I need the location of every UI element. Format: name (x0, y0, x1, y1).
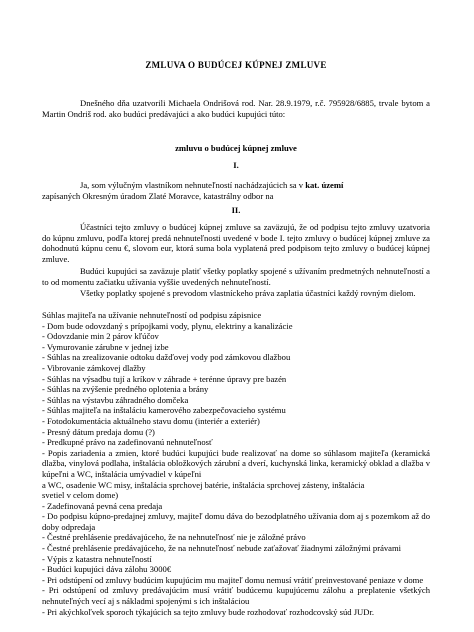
section-heading-2: II. (231, 205, 241, 215)
list-item: - Čestné prehlásenie predávajúceho, že na nehnuteľnosť nie je záložné právo (42, 532, 306, 543)
list-item: - Do podpisu kúpno-predajnej zmluvy, majiteľ domu dáva do bezodplatného užívania dom aj s pozemkom až do doby odpredaja (42, 511, 430, 532)
list-item-continued: svetiel v celom dome) (42, 490, 119, 501)
list-item: - Súhlas na zrealizovanie odtoku dažďovej vody pod zámkovou dlažbou (42, 352, 291, 363)
list-item: - Čestné prehlásenie predávajúceho, že na nehnuteľnosť nebude zaťažovať žiadnymi záložnými právami (42, 543, 402, 554)
intro-paragraph: Dnešného dňa uzatvorili Michaela Ondrišová rod. Nar. 28.9.1979, r.č. 795928/6885, trvale bytom a Martin Ondriš rod. ako budúci predávajúci a ako budúci kupujúci túto: (42, 98, 430, 119)
list-item: - Súhlas na výsadbu tují a kríkov v záhrade + terénne úpravy pre bazén (42, 373, 287, 384)
list-item: - Popis zariadenia a zmien, ktoré budúci kupujúci bude realizovať na dome so súhlasom majiteľa (keramická dlažba, vinylová podlaha, inštalácia obložkových zárubní a dverí, kuchynská linka, keramický obklad a dlažba v kúpeľni a WC, inštalácia umývadiel v kúpeľni (42, 447, 430, 479)
transfer-fees-paragraph: Všetky poplatky spojené s prevodom vlastníckeho práva zaplatia účastníci každý rovným dielom. (80, 288, 416, 298)
list-item: - Súhlas na výstavbu záhradného domčeka (42, 394, 189, 405)
list-item: - Budúci kupujúci dáva zálohu 3000€ (42, 564, 172, 575)
section1-text-b: zapísaných Okresným úradom Zlaté Moravce, katastrálny odbor na (42, 190, 274, 201)
list-item: - Dom bude odovzdaný s prípojkami vody, plynu, elektriny a kanalizácie (42, 320, 293, 331)
list-item: - Súhlas na zvýšenie predného oplotenia a brány (42, 384, 209, 395)
list-item-continued: a WC, osadenie WC misy, inštalácia sprchovej batérie, inštalácia sprchovej zásteny, inštalácia (42, 479, 365, 490)
section1-text-a: Ja, som výlučným vlastníkom nehnuteľností nachádzajúcich sa v (80, 180, 304, 190)
list-item: - Fotodokumentácia aktuálneho stavu domu (interiér a exteriér) (42, 415, 260, 426)
list-item: - Vibrovanie zámkovej dlažby (42, 362, 146, 373)
list-item: - Predkupné právo na zadefinovanú nehnuteľnosť (42, 437, 213, 448)
list-item: - Zadefinovaná pevná cena predaja (42, 500, 163, 511)
list-item: - Presný dátum predaja domu (?) (42, 426, 155, 437)
fees-paragraph: Budúci kupujúci sa zaväzuje platiť všetky poplatky spojené s užívaním predmetných nehnuteľností a to od momentu začiatku užívania vyššie uvedených nehnuteľností. (42, 266, 430, 287)
consent-heading: Súhlas majiteľa na užívanie nehnuteľností od podpisu zápisnice (42, 310, 262, 320)
cadastral-area-label: kat. území (305, 180, 344, 190)
list-item: - Pri odstúpení od zmluvy budúcim kupujúcim mu majiteľ domu nemusí vrátiť preinvestované peniaze v dome (42, 574, 424, 585)
section-heading-1: I. (233, 160, 239, 170)
contract-subtitle: zmluvu o budúcej kúpnej zmluve (175, 143, 297, 153)
list-item: - Súhlas majiteľa na inštaláciu kamerového zabezpečovacieho systému (42, 405, 286, 416)
list-item: - Odovzdanie min 2 párov kľúčov (42, 331, 159, 342)
list-item: - Vymurovanie zárubne v jednej izbe (42, 341, 169, 352)
list-item: - Pri odstúpení od zmluvy predávajúcim musí vrátiť budúcemu kupujúcemu zálohu a preplatenie všetkých nehnuteľných vecí aj s nákladmi spojenými s ich inštaláciou (42, 585, 430, 607)
list-item: - Výpis z katastra nehnuteľností (42, 553, 152, 564)
document-title: ZMLUVA O BUDÚCEJ KÚPNEJ ZMLUVE (145, 60, 327, 70)
section2-paragraph: Účastníci tejto zmluvy o budúcej kúpnej zmluve sa zaväzujú, že od podpisu tejto zmluvy uzatvoria do kúpnu zmluvu, podľa ktorej predá nehnuteľnosti uvedené v bode I. tejto zmluvy o budúcej kúpnej zmluve za dohodnutú kúpnu cenu €, slovom eur, ktorá suma bola vyplatená pred podpisom tejto zmluvy o budúcej kúpnej zmluve. (42, 222, 430, 264)
list-item: - Pri akýchkoľvek sporoch týkajúcich sa tejto zmluvy bude rozhodovať rozhodcovský súd JUDr. (42, 606, 374, 617)
consent-list (42, 310, 430, 617)
section1-paragraph (42, 180, 430, 201)
